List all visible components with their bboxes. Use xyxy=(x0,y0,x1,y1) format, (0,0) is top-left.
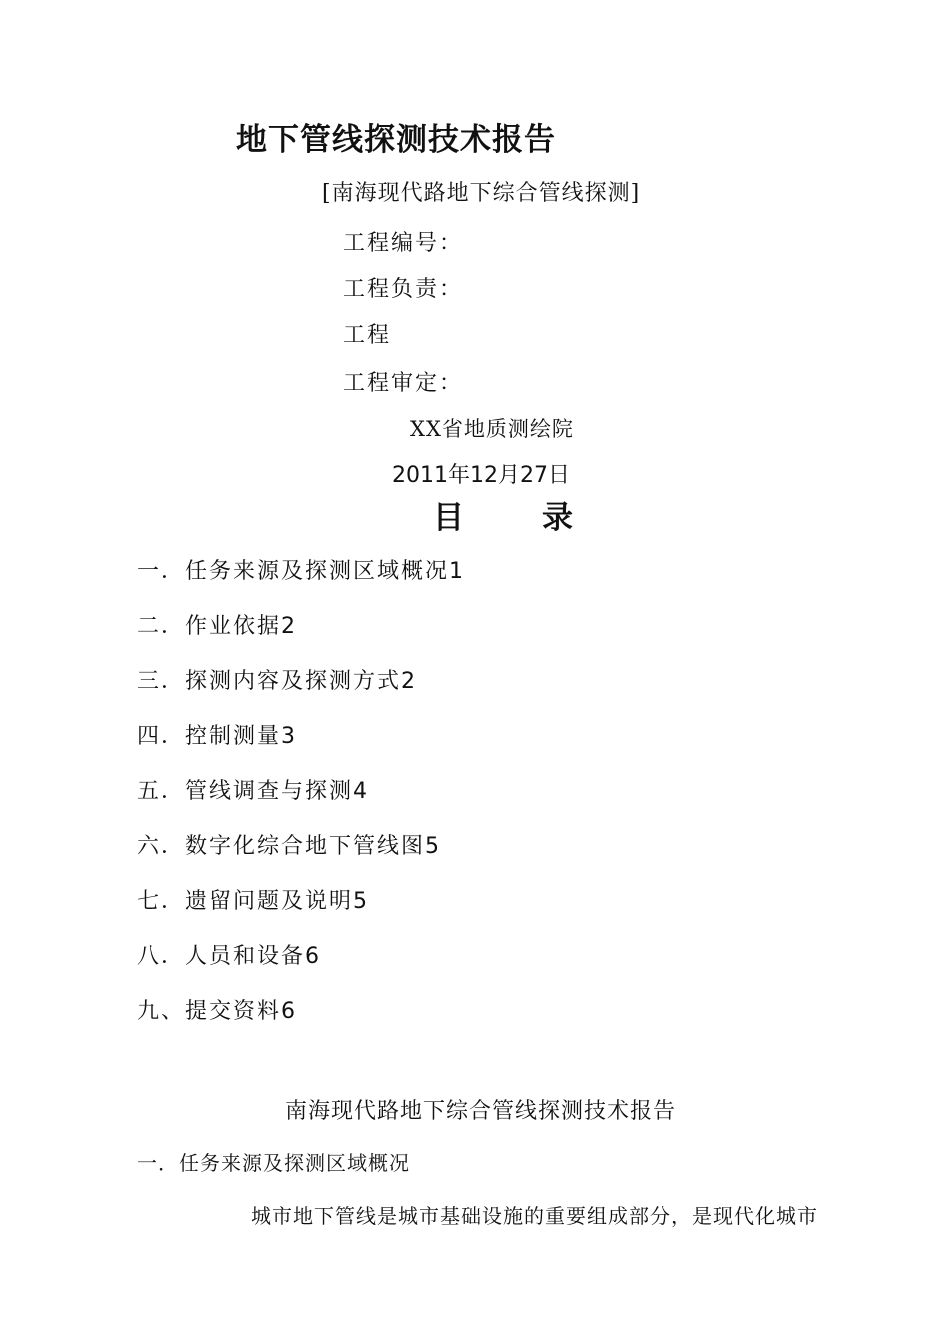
toc-title-right: 录 xyxy=(542,500,573,536)
toc-item[interactable]: 八．人员和设备6 xyxy=(137,944,320,969)
organization-name: XX省地质测绘院 xyxy=(410,417,574,441)
project-number-field: 工程编号： xyxy=(343,231,464,256)
toc-item[interactable]: 五．管线调查与探测4 xyxy=(137,779,368,804)
toc-page-number: 5 xyxy=(353,889,368,914)
report-subtitle: [南海现代路地下综合管线探测] xyxy=(322,181,641,206)
toc-item[interactable]: 一．任务来源及探测区域概况1 xyxy=(137,559,464,584)
toc-page-number: 1 xyxy=(449,559,464,584)
toc-page-number: 5 xyxy=(425,834,440,859)
toc-item[interactable]: 七．遗留问题及说明5 xyxy=(137,889,368,914)
toc-page-number: 4 xyxy=(353,779,368,804)
toc-page-number: 6 xyxy=(281,999,296,1024)
body-paragraph: 城市地下管线是城市基础设施的重要组成部分，是现代化城市 xyxy=(251,1204,818,1228)
toc-item[interactable]: 九、提交资料6 xyxy=(137,999,296,1024)
report-title: 地下管线探测技术报告 xyxy=(236,122,556,158)
toc-item[interactable]: 六．数字化综合地下管线图5 xyxy=(137,834,440,859)
body-heading: 南海现代路地下综合管线探测技术报告 xyxy=(285,1099,677,1124)
toc-item[interactable]: 三．探测内容及探测方式2 xyxy=(137,669,416,694)
toc-page-number: 2 xyxy=(401,669,416,694)
report-date: 2011年12月27日 xyxy=(392,463,570,488)
toc-page-number: 6 xyxy=(305,944,320,969)
toc-page-number: 3 xyxy=(281,724,296,749)
project-review-field: 工程审定： xyxy=(343,371,464,396)
toc-title xyxy=(433,492,573,537)
toc-title-left: 目 xyxy=(433,500,464,536)
section-title: 一．任务来源及探测区域概况 xyxy=(137,1151,410,1175)
toc-page-number: 2 xyxy=(281,614,296,639)
project-field: 工程 xyxy=(343,323,392,348)
project-lead-field: 工程负责： xyxy=(343,277,464,302)
toc-item[interactable]: 四．控制测量3 xyxy=(137,724,296,749)
toc-item[interactable]: 二．作业依据2 xyxy=(137,614,296,639)
